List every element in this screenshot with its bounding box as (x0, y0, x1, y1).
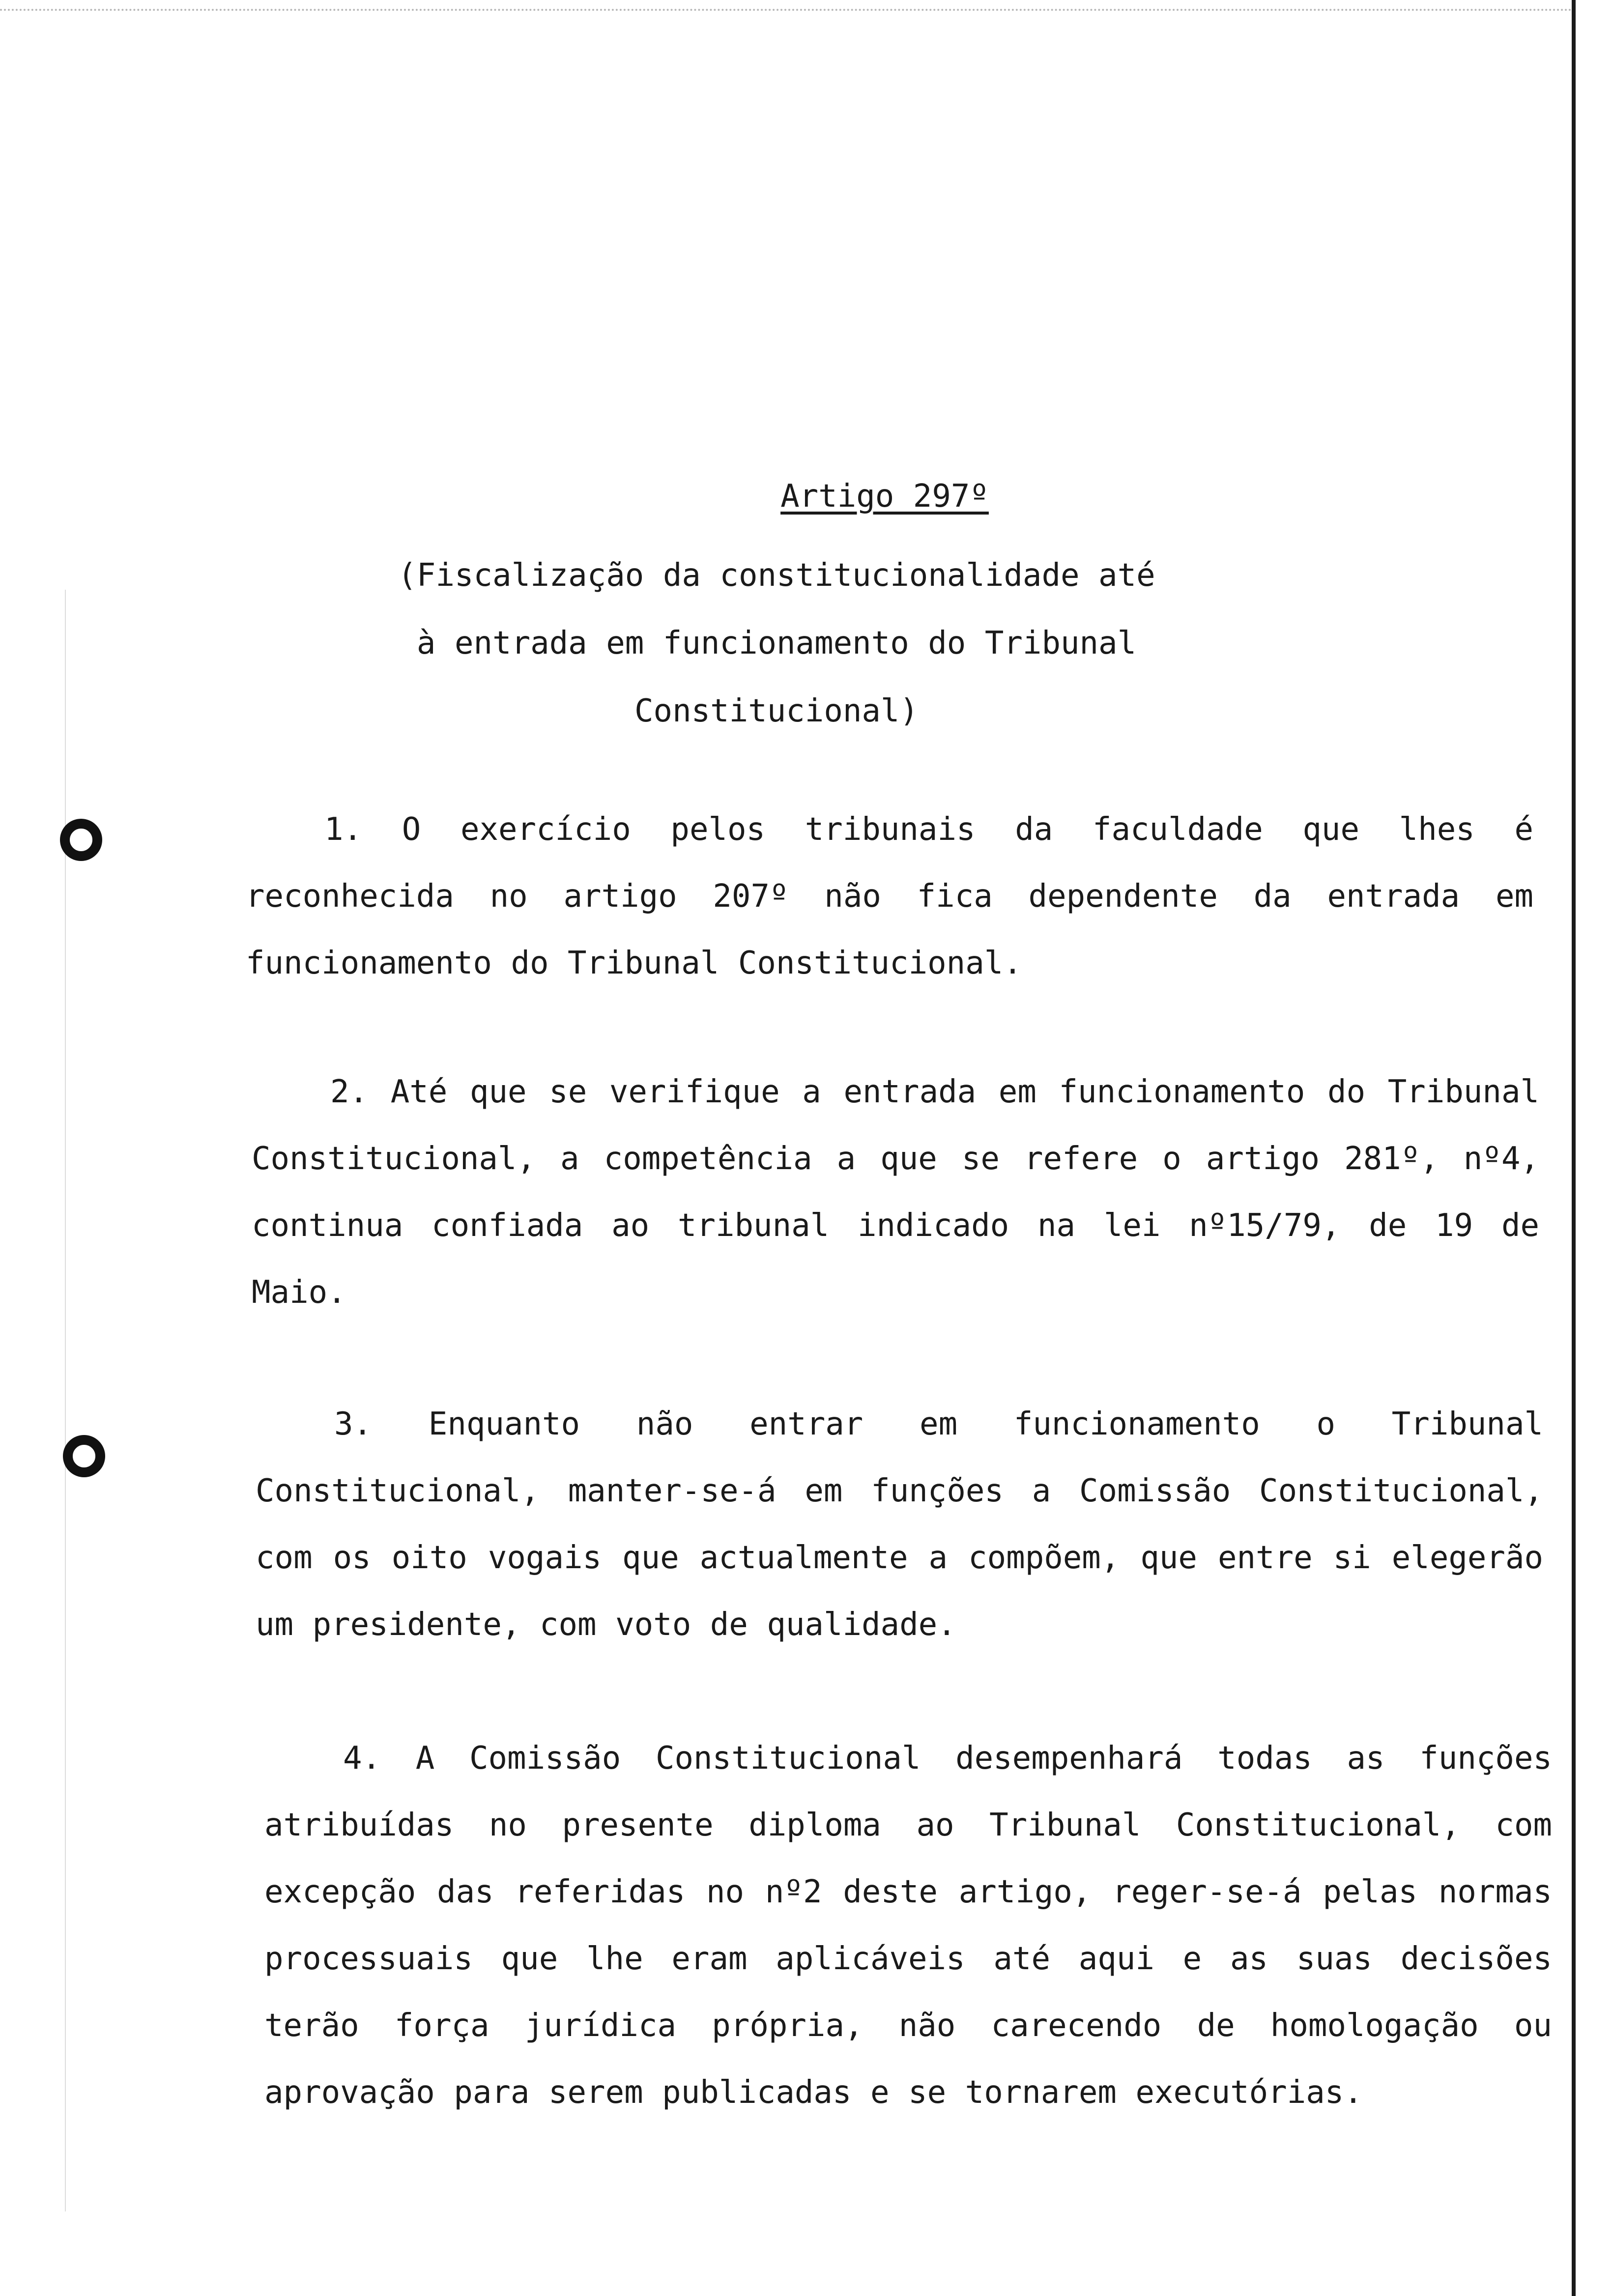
paragraph-1: 1. O exercício pelos tribunais da faculdade que lhes é reconhecida no artigo 207º não fica dependente da entrada em funcionamento do Tribunal Constitucional. (246, 811, 1533, 981)
punch-hole-icon (60, 819, 102, 861)
scan-top-edge (0, 9, 1573, 11)
article-title: Artigo 297º (780, 478, 989, 515)
article-header (0, 477, 1533, 745)
paragraph-3: 3. Enquanto não entrar em funcionamento o Tribunal Constitucional, manter-se-á em funções a Comissão Constitucional, com os oito vogais que actualmente a compõem, que entre si elegerão um presidente, com voto de qualidade. (256, 1406, 1543, 1643)
paragraph-4: 4. A Comissão Constitucional desempenhará todas as funções atribuídas no presente diploma ao Tribunal Constitucional, com excepção das referidas no nº2 deste artigo, reger-se-á pelas normas processuais que lhe eram aplicáveis até aqui e as suas decisões terão força jurídica própria, não carecendo de homologação ou aprovação para serem publicadas e se tornarem executórias. (264, 1740, 1552, 2111)
paragraph-2: 2. Até que se verifique a entrada em funcionamento do Tribunal Constitucional, a competência a que se refere o artigo 281º, nº4, continua confiada ao tribunal indicado na lei nº15/79, de 19 de Maio. (252, 1074, 1539, 1311)
scan-right-edge (1572, 0, 1576, 2296)
punch-hole-icon (63, 1435, 105, 1477)
article-subtitle: (Fiscalização da constitucionalidade até à entrada em funcionamento do Tribunal Constitucional) (398, 557, 1155, 729)
